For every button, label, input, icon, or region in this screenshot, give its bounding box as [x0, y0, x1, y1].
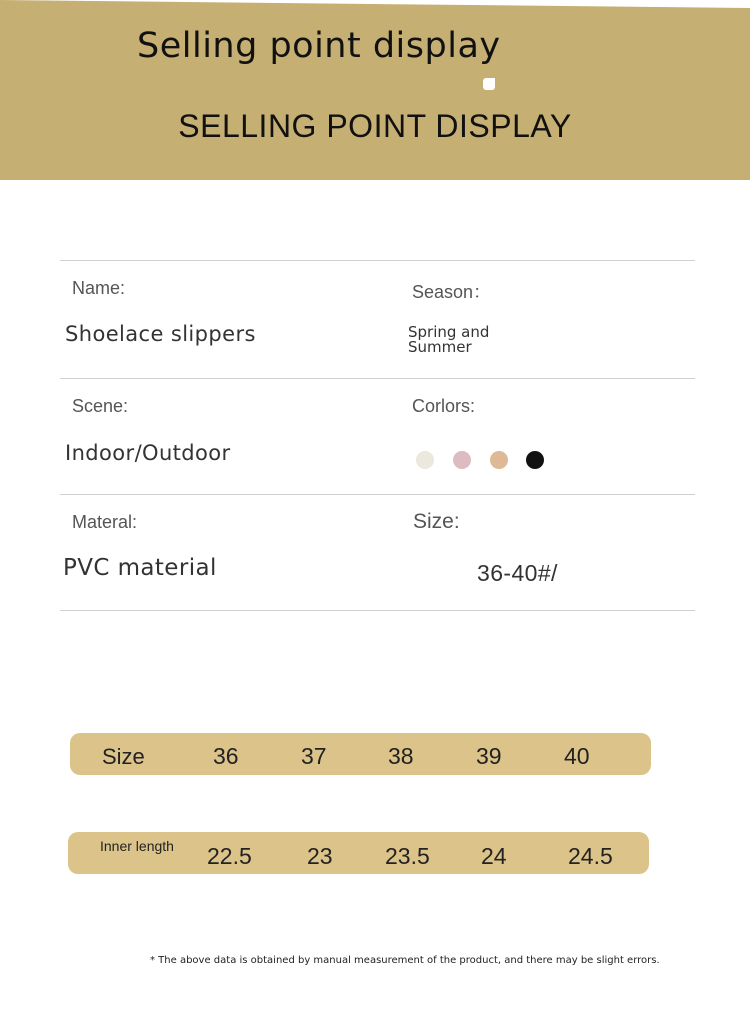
scene-value: Indoor/Outdoor — [65, 441, 231, 465]
name-value: Shoelace slippers — [65, 322, 256, 346]
footnote: * The above data is obtained by manual measurement of the product, and there may be slight errors. — [150, 955, 660, 966]
length-cell: 24 — [481, 843, 507, 869]
size-cell: 36 — [213, 743, 239, 769]
title-decoration — [483, 78, 495, 90]
size-cell: 38 — [388, 743, 414, 769]
name-label: Name: — [72, 278, 126, 298]
size-cell: 40 — [564, 743, 590, 769]
length-cell: 24.5 — [568, 843, 613, 869]
material-label: Materal: — [72, 512, 138, 532]
length-cell: 23 — [307, 843, 333, 869]
color-swatch — [453, 451, 471, 469]
color-swatch — [416, 451, 434, 469]
divider — [60, 494, 695, 495]
material-value: PVC material — [63, 555, 217, 581]
color-swatch — [526, 451, 544, 469]
divider — [60, 378, 695, 379]
length-row-label: Inner length — [100, 838, 174, 854]
header-banner — [0, 0, 750, 180]
size-cell: 39 — [476, 743, 502, 769]
scene-label: Scene: — [72, 396, 129, 416]
color-swatch — [490, 451, 508, 469]
size-value: 36-40#/ — [477, 560, 558, 586]
colors-label: Corlors: — [412, 396, 476, 416]
season-value: Spring and Summer — [408, 323, 490, 356]
length-cell: 22.5 — [207, 843, 252, 869]
size-label: Size: — [413, 510, 460, 533]
divider — [60, 260, 695, 261]
length-cell: 23.5 — [385, 843, 430, 869]
season-label: Season： — [412, 282, 492, 302]
header-top-edge — [0, 0, 750, 8]
size-cell: 37 — [301, 743, 327, 769]
divider — [60, 610, 695, 611]
size-row-label: Size — [102, 744, 145, 769]
page-subtitle: SELLING POINT DISPLAY — [178, 108, 572, 144]
page-title: Selling point display — [137, 26, 501, 66]
